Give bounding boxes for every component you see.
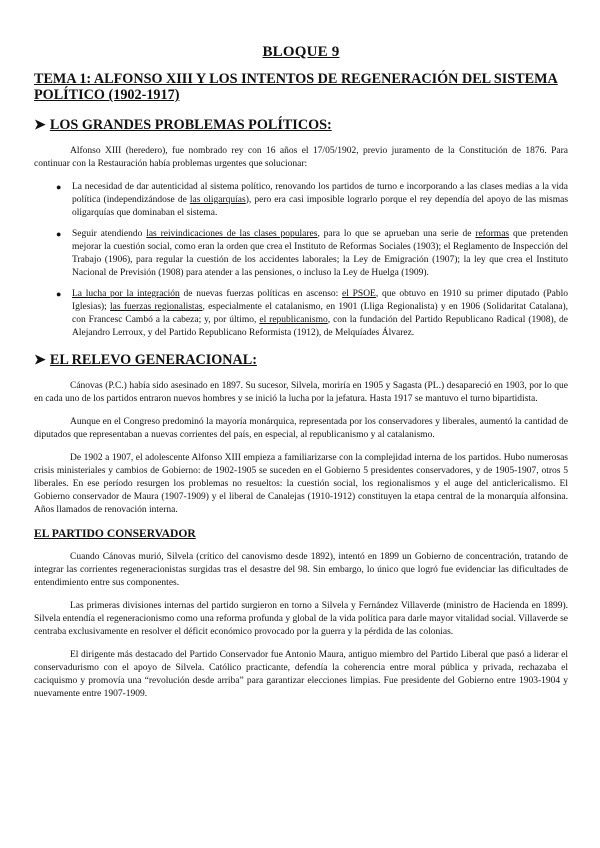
bullet-icon: ●	[56, 229, 62, 239]
block-title: BLOQUE 9	[262, 44, 340, 60]
underlined-term: las reivindicaciones de las clases populares	[146, 229, 318, 239]
arrow-icon: ➤	[34, 117, 46, 133]
underlined-term: La lucha por la integración	[72, 289, 180, 299]
section-heading-text: EL RELEVO GENERACIONAL:	[49, 352, 257, 368]
paragraph: Cánovas (P.C.) había sido asesinado en 1897. Su sucesor, Silvela, moriría en 1905 y Sagasta (PL.) desapareció en 1903, por lo que en cada uno de los partidos entraron nuevos hombres y se inició la lucha por la jefatura. Hasta 1917 se mantuvo el turno bipartidista.	[34, 381, 568, 404]
underlined-term: las oligarquías	[189, 195, 246, 205]
underlined-term: reformas	[475, 229, 510, 239]
list-item: ● La necesidad de dar autenticidad al sistema político, renovando los partidos de turno e incorporando a las clases medias a la vida política (independizándose de las oligarquías), pero era casi imposible lograrlo porque el rey dependía del apoyo de las mismas oligarquías que dominaban el sistema.	[56, 182, 569, 218]
list-item: ● La lucha por la integración de nuevas fuerzas políticas en ascenso: el PSOE, que obtuvo en 1910 su primer diputado (Pablo Iglesias); las fuerzas regionalistas, especialmente el catalanismo, en 1901 (Lliga Regionalista) y en 1906 (Solidaritat Catalana), con Francesc Cambó a la cabeza; y, por último, el republicanismo, con la fundación del Partido Republicano Radical (1908), de Alejandro Lerroux, y del Partido Republicano Reformista (1912), de Melquíades Álvarez.	[56, 289, 568, 338]
topic-title: TEMA 1: ALFONSO XIII Y LOS INTENTOS DE REGENERACIÓN DEL SISTEMA POLÍTICO (1902-1917)	[34, 71, 558, 103]
bullet-icon: ●	[56, 182, 62, 192]
subsection-heading-conservative-party: EL PARTIDO CONSERVADOR	[34, 527, 196, 540]
underlined-term: el republicanismo	[259, 315, 328, 325]
section-heading-generational-change	[34, 352, 568, 369]
paragraph: De 1902 a 1907, el adolescente Alfonso XIII empieza a familiarizarse con la complejidad interna de los partidos. Hubo numerosas crisis ministeriales y cambios de Gobierno: de 1902-1905 se suceden en el Gobierno 5 presidentes conservadores, y de 1905-1907, otros 5 liberales. En ese período resurgen los problemas no resueltos: la cuestión social, los regionalismos y el auge del anticlericalismo. El Gobierno conservador de Maura (1907-1909) y el liberal de Canalejas (1910-1912) constituyen la etapa central de la monarquía alfonsina. Años llamados de renovación interna.	[34, 453, 568, 515]
arrow-icon: ➤	[34, 352, 46, 368]
paragraph: El dirigente más destacado del Partido Conservador fue Antonio Maura, antiguo miembro del Partido Liberal que pasó a liderar el conservadurismo con el apoyo de Silvela. Católico practicante, defendía la coherencia entre moral pública y privada, rechazaba el caciquismo y promovía una “revolución desde arriba” para garantizar elecciones limpias. Fue presidente del Gobierno entre 1903-1904 y nuevamente entre 1907-1909.	[34, 650, 568, 699]
underlined-term: el PSOE	[342, 289, 376, 299]
section-heading-political-problems	[34, 117, 568, 134]
problem-list	[34, 181, 568, 340]
paragraph: Aunque en el Congreso predominó la mayoría monárquica, representada por los conservadores y liberales, aumentó la cantidad de diputados que representaban a nuevas corrientes del país, en especial, al republicanismo y al catalanismo.	[34, 417, 568, 440]
paragraph: Cuando Cánovas murió, Silvela (crítico del canovismo desde 1892), intentó en 1899 un Gobierno de concentración, tratando de integrar las corrientes regeneracionistas surgidas tras el desastre del 98. Sin embargo, lo único que logró fue evidenciar las dificultades de entendimiento entre sus componentes.	[34, 552, 568, 588]
list-item: ● Seguir atendiendo las reivindicaciones de las clases populares, para lo que se aprueban una serie de reformas que pretenden mejorar la cuestión social, como eran la orden que crea el Instituto de Reformas Sociales (1903); el Reglamento de Inspección del Trabajo (1906), para regular la cuestión de los accidentes laborales; la Ley de Emigración (1907); la ley que crea el Instituto Nacional de Previsión (1908) para atender a las pensiones, o incluso la Ley de Huelga (1909).	[56, 229, 568, 278]
bullet-icon: ●	[56, 289, 62, 299]
paragraph: Las primeras divisiones internas del partido surgieron en torno a Silvela y Fernández Villaverde (ministro de Hacienda en 1899). Silvela entendía el regeneracionismo como una reforma profunda y global de la vida política para darle mayor vitalidad social. Villaverde se centraba exclusivamente en resolver el déficit económico provocado por la guerra y la pérdida de las colonias.	[34, 601, 568, 637]
paragraph: Alfonso XIII (heredero), fue nombrado rey con 16 años el 17/05/1902, previo juramento de la Constitución de 1876. Para continuar con la Restauración había problemas urgentes que solucionar:	[34, 146, 568, 169]
underlined-term: las fuerzas regionalistas	[110, 302, 203, 312]
section-heading-text: LOS GRANDES PROBLEMAS POLÍTICOS:	[49, 117, 332, 133]
